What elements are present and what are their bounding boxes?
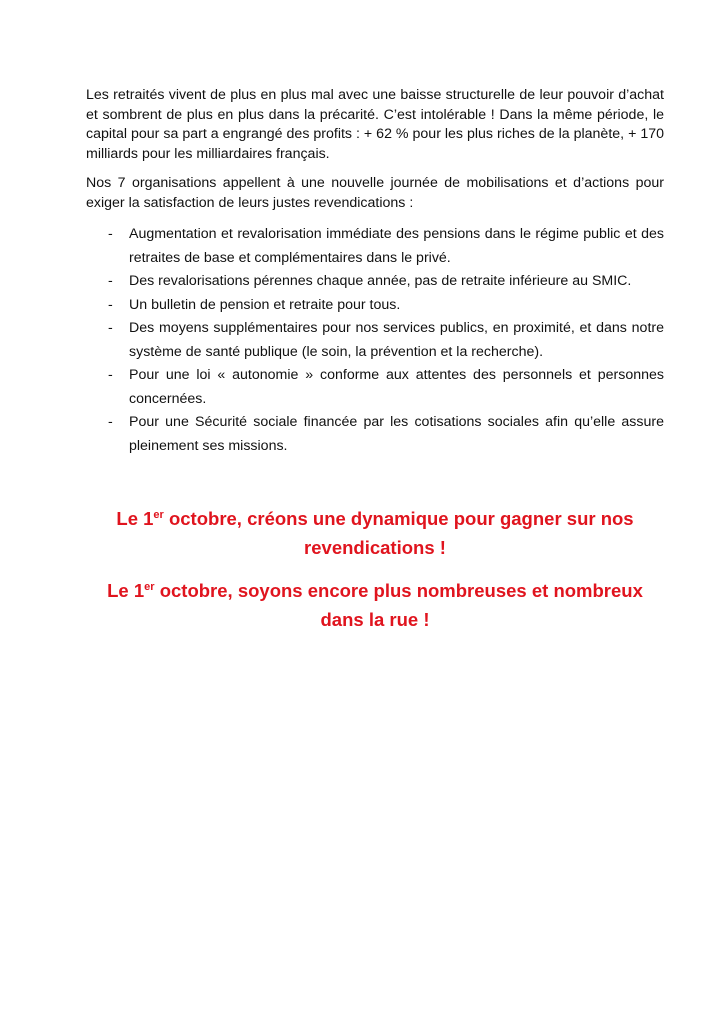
demands-list xyxy=(86,223,664,458)
call-to-action-block xyxy=(86,504,664,634)
call-line-dynamique xyxy=(86,504,664,562)
call-prefix: Le 1 xyxy=(107,580,145,601)
bullet-dash: - xyxy=(108,296,113,313)
list-item xyxy=(86,411,664,458)
bullet-dash: - xyxy=(108,414,113,430)
list-item xyxy=(86,317,664,364)
paragraph-call-to-action: Nos 7 organisations appellent à une nouvelle journée de mobilisations et d’actions pour exiger la satisfaction de leurs justes revendications : xyxy=(86,175,664,211)
paragraph-pension-decline: Les retraités vivent de plus en plus mal avec une baisse structurelle de leur pouvoir d’achat et sombrent de plus en plus dans la précarité. C’est intolérable ! Dans la même période, le capital pour sa part a engrangé des profits : + 62 % pour les plus riches de la planète, + 170 milliards pour les milliardaires français. xyxy=(86,87,664,162)
bullet-dash: - xyxy=(108,226,113,242)
list-item-text: Augmentation et revalorisation immédiate des pensions dans le régime public et des retraites de base et complémentaires dans le privé. xyxy=(129,226,664,266)
call-text: octobre, créons une dynamique pour gagner sur nos revendications ! xyxy=(163,508,634,558)
bullet-dash: - xyxy=(108,320,113,336)
call-line-rue xyxy=(86,576,664,634)
bullet-dash: - xyxy=(108,273,113,289)
list-item-text: Des moyens supplémentaires pour nos services publics, en proximité, et dans notre système de santé publique (le soin, la prévention et la recherche). xyxy=(129,320,664,360)
list-item xyxy=(86,223,664,270)
list-item-text: Un bulletin de pension et retraite pour tous. xyxy=(129,296,401,313)
document-body xyxy=(86,86,664,648)
call-prefix: Le 1 xyxy=(116,508,154,529)
list-item xyxy=(86,294,664,318)
ordinal-suffix: er xyxy=(144,580,155,593)
ordinal-suffix: er xyxy=(153,508,164,521)
list-item xyxy=(86,364,664,411)
list-item xyxy=(86,270,664,294)
bullet-dash: - xyxy=(108,367,113,383)
list-item-text: Des revalorisations pérennes chaque année, pas de retraite inférieure au SMIC. xyxy=(129,273,632,289)
list-item-text: Pour une loi « autonomie » conforme aux attentes des personnels et personnes concernées. xyxy=(129,367,664,407)
call-text: octobre, soyons encore plus nombreuses et nombreux dans la rue ! xyxy=(154,580,643,630)
list-item-text: Pour une Sécurité sociale financée par les cotisations sociales afin qu’elle assure pleinement ses missions. xyxy=(129,414,664,454)
